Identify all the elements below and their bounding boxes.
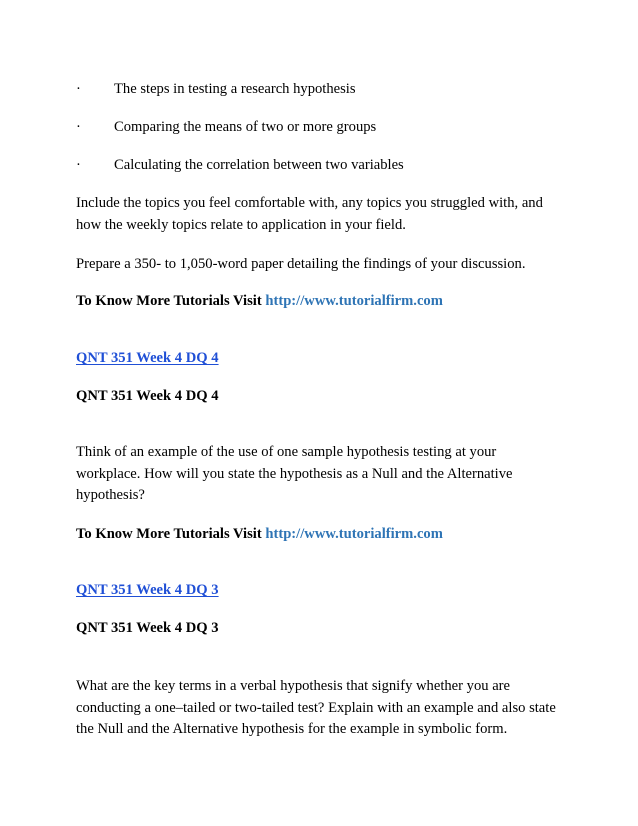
bullet-text: Comparing the means of two or more groups bbox=[114, 119, 377, 135]
cta-url-link[interactable]: http://www.tutorialfirm.com bbox=[265, 293, 443, 309]
tutorials-cta bbox=[76, 291, 443, 311]
dq4-heading: QNT 351 Week 4 DQ 4 bbox=[76, 388, 219, 404]
paragraph-line: What are the key terms in a verbal hypothesis that signify whether you are bbox=[76, 678, 511, 694]
bullet-marker: · bbox=[76, 119, 81, 135]
dq4-title-link[interactable]: QNT 351 Week 4 DQ 4 bbox=[76, 350, 219, 366]
dq3-heading: QNT 351 Week 4 DQ 3 bbox=[76, 620, 219, 636]
paragraph-line: workplace. How will you state the hypothesis as a Null and the Alternative bbox=[76, 465, 513, 482]
paragraph-line: hypothesis? bbox=[76, 487, 145, 503]
cta-label: To Know More Tutorials Visit bbox=[76, 526, 262, 542]
intro-paragraph bbox=[76, 193, 576, 236]
paragraph-line: how the weekly topics relate to application in your field. bbox=[76, 216, 406, 233]
dq3-body bbox=[76, 676, 576, 741]
tutorials-cta bbox=[76, 524, 443, 544]
paragraph-line: Think of an example of the use of one sample hypothesis testing at your bbox=[76, 444, 497, 460]
cta-label: To Know More Tutorials Visit bbox=[76, 293, 262, 309]
prepare-paragraph bbox=[76, 254, 576, 276]
bullet-marker: · bbox=[76, 81, 81, 97]
paragraph-line: conducting a one–tailed or two-tailed test? Explain with an example and also state bbox=[76, 699, 556, 716]
bullet-text: Calculating the correlation between two variables bbox=[114, 157, 404, 173]
bullet-marker: · bbox=[76, 157, 81, 173]
dq3-title-link[interactable]: QNT 351 Week 4 DQ 3 bbox=[76, 582, 219, 598]
paragraph-line: the Null and the Alternative hypothesis for the example in symbolic form. bbox=[76, 721, 508, 737]
dq4-body bbox=[76, 442, 576, 507]
bullet-text: The steps in testing a research hypothesis bbox=[114, 81, 356, 97]
paragraph-line: Include the topics you feel comfortable with, any topics you struggled with, and bbox=[76, 195, 543, 211]
paragraph-line: Prepare a 350- to 1,050-word paper detailing the findings of your discussion. bbox=[76, 256, 526, 272]
cta-url-link[interactable]: http://www.tutorialfirm.com bbox=[265, 526, 443, 542]
